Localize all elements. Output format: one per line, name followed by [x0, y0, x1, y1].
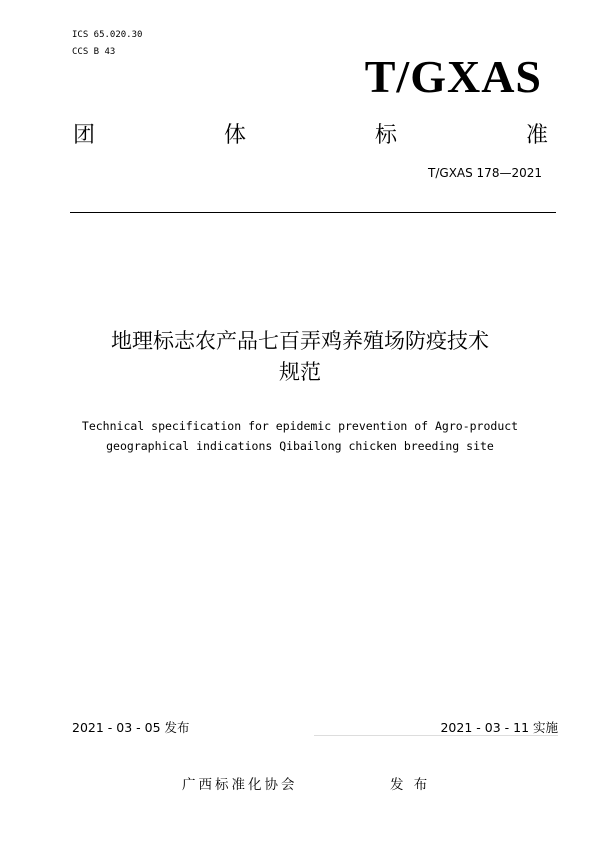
- release-date: 2021 - 03 - 05 发布: [72, 720, 190, 735]
- publish-label: 发 布: [390, 777, 431, 793]
- title-english: [0, 416, 600, 456]
- standard-category: [73, 118, 548, 149]
- title-en-line: Technical specification for epidemic prevention of Agro-product: [81, 419, 519, 433]
- effective-date: 2021 - 03 - 11 实施: [440, 720, 558, 735]
- publisher: 广西标准化协会: [182, 777, 298, 793]
- category-char: 标: [374, 123, 397, 148]
- category-char: 准: [525, 123, 548, 148]
- divider: [70, 212, 556, 213]
- title-line: 规范: [279, 360, 321, 384]
- title-en-line: geographical indications Qibailong chicken breeding site: [106, 439, 494, 453]
- standard-logo: T/GXAS: [364, 51, 542, 102]
- category-char: 体: [223, 123, 246, 148]
- divider: [314, 735, 558, 736]
- ics-code: ICS 65.020.30: [72, 30, 143, 40]
- standard-number: T/GXAS 178—2021: [428, 166, 542, 180]
- title-chinese: [0, 326, 600, 388]
- title-line: 地理标志农产品七百弄鸡养殖场防疫技术: [111, 329, 489, 353]
- ccs-code: CCS B 43: [72, 47, 116, 57]
- category-char: 团: [73, 123, 96, 148]
